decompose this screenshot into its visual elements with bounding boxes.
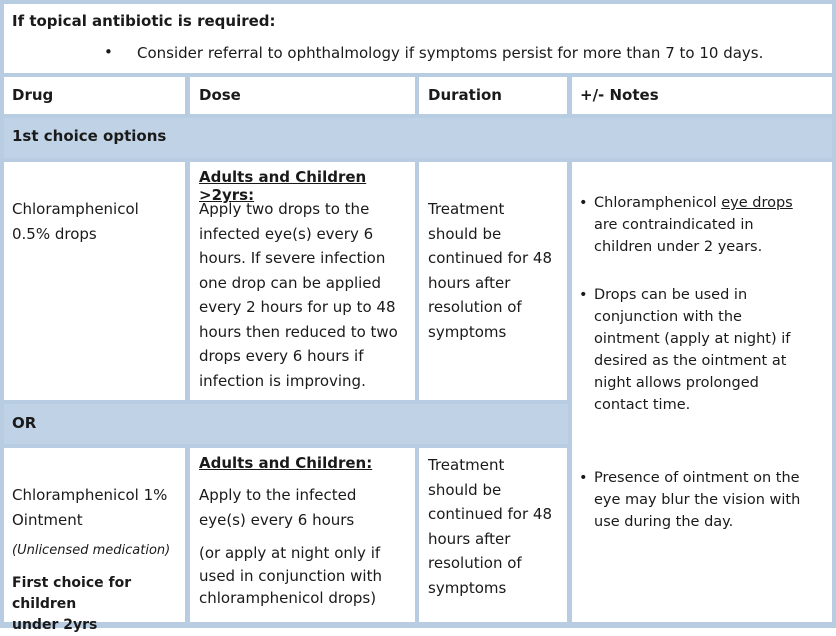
note2-line: Drops can be used in: [594, 287, 748, 303]
drops-duration-line: should be: [428, 224, 502, 243]
ointment-dose-line: eye(s) every 6 hours: [199, 510, 355, 529]
note-conjunction: [594, 284, 790, 416]
ointment-duration-line: continued for 48: [428, 505, 552, 523]
note2-line: contact time.: [594, 397, 691, 413]
ointment-dose-extra-line: (or apply at night only if: [199, 544, 381, 562]
drops-drug-line1: Chloramphenicol: [12, 200, 139, 218]
drops-duration-cell: [419, 162, 567, 400]
header-duration: [419, 77, 567, 114]
note-bullet-icon: •: [579, 470, 588, 486]
drops-duration-line: resolution of: [428, 298, 522, 316]
note2-line: night allows prolonged: [594, 375, 759, 391]
ointment-duration-line: should be: [428, 480, 502, 499]
note2-line: desired as the ointment at: [594, 353, 787, 369]
drops-dose-line: hours then reduced to two: [199, 322, 398, 341]
header-dose: [190, 77, 415, 114]
ointment-drug-line2: Ointment: [12, 510, 83, 529]
drops-dose-line: hours. If severe infection: [199, 249, 386, 267]
first-choice-line2: under 2yrs: [12, 617, 98, 633]
drops-duration-line: continued for 48: [428, 249, 552, 267]
or-label: OR: [12, 414, 37, 432]
ointment-duration-cell: [419, 448, 567, 622]
note2-line: ointment (apply at night) if: [594, 331, 791, 347]
drops-duration-line: symptoms: [428, 322, 507, 341]
ointment-dose-heading: Adults and Children:: [199, 454, 373, 472]
ointment-drug-line1: Chloramphenicol 1%: [12, 486, 168, 504]
ointment-dose-extra-line: chloramphenicol drops): [199, 589, 377, 607]
note1-prefix: Chloramphenicol: [594, 195, 722, 211]
header-notes-label: +/- Notes: [580, 86, 659, 104]
drops-drug-cell: [4, 162, 185, 400]
or-row: [4, 404, 568, 444]
header-drug: [4, 77, 185, 114]
note1-line: children under 2 years.: [594, 239, 763, 255]
note-bullet-icon: •: [579, 287, 588, 303]
drops-dose-line: one drop can be applied: [199, 273, 382, 292]
drops-dose-cell: [190, 162, 415, 400]
unlicensed-note: (Unlicensed medication): [12, 543, 171, 558]
first-choice-line1: First choice for children: [12, 575, 132, 612]
ointment-duration-line: symptoms: [428, 578, 507, 597]
ointment-duration-line: Treatment: [428, 456, 505, 474]
ointment-dose-line: Apply to the infected: [199, 486, 357, 504]
drops-dose-heading: Adults and Children >2yrs:: [199, 168, 367, 204]
drops-dose-line: every 2 hours for up to 48: [199, 298, 396, 316]
note-blur: [594, 467, 800, 533]
bullet-icon: •: [104, 43, 113, 61]
ointment-dose-cell: [190, 448, 415, 622]
header-dose-label: Dose: [199, 86, 241, 104]
drops-duration-line: hours after: [428, 273, 511, 292]
notes-cell: [572, 162, 832, 622]
drops-dose-line: infected eye(s) every 6: [199, 224, 374, 243]
drops-dose-line: drops every 6 hours if: [199, 347, 364, 365]
ointment-dose-extra-line: used in conjunction with: [199, 566, 382, 585]
ointment-duration-line: resolution of: [428, 554, 522, 572]
section-first-choice-label: 1st choice options: [12, 127, 167, 145]
drops-drug-line2: 0.5% drops: [12, 224, 97, 243]
header-notes: [572, 77, 832, 114]
note3-line: eye may blur the vision with: [594, 492, 801, 508]
ointment-duration-line: hours after: [428, 529, 511, 548]
ointment-drug-cell: [4, 448, 185, 633]
intro-heading: If topical antibiotic is required:: [12, 12, 276, 30]
drops-dose-line: Apply two drops to the: [199, 200, 370, 218]
note2-line: conjunction with the: [594, 309, 742, 325]
note-contraindication: [594, 192, 793, 258]
note3-line: Presence of ointment on the: [594, 470, 800, 486]
note1-underlined: eye drops: [721, 195, 793, 211]
drops-dose-line: infection is improving.: [199, 371, 366, 390]
note-bullet-icon: •: [579, 195, 588, 211]
header-drug-label: Drug: [12, 86, 54, 104]
note1-line: are contraindicated in: [594, 217, 754, 233]
header-duration-label: Duration: [428, 86, 502, 104]
intro-bullet-text: Consider referral to ophthalmology if symptoms persist for more than 7 to 10 days.: [137, 44, 764, 62]
drops-duration-line: Treatment: [428, 200, 505, 218]
section-first-choice: [4, 118, 832, 158]
note3-line: use during the day.: [594, 514, 734, 530]
intro-cell: [4, 4, 832, 73]
